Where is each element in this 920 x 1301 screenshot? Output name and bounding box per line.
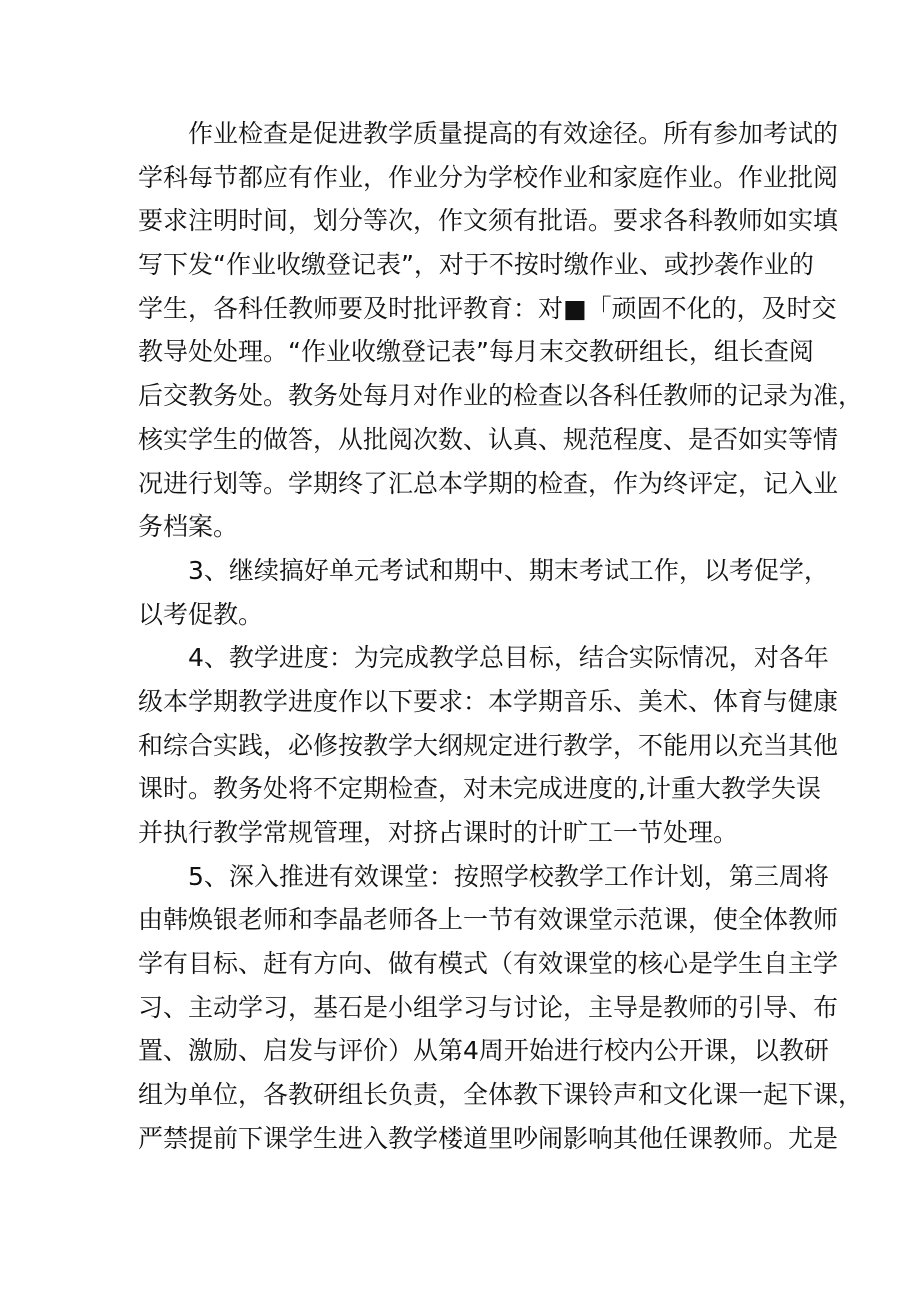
text-line: 写下发“作业收缴登记表”，对于不按时缴作业、或抄袭作业的: [138, 250, 814, 280]
text-line: 5、深入推进有效课堂：按照学校教学工作计划，第三周将: [188, 861, 829, 891]
text-line: 教导处处理。“作业收缴登记表”每月末交教研组长，组长查阅: [138, 337, 814, 367]
text-line: 要求注明时间，划分等次，作文须有批语。要求各科教师如实填: [138, 206, 839, 236]
text-line: 学有目标、赶有方向、做有模式（有效课堂的核心是学生自主学: [138, 949, 839, 979]
paragraph-item-5: [138, 855, 864, 1161]
text-line: 4、教学进度：为完成教学总目标，结合实际情况，对各年: [188, 643, 829, 673]
text-line: 3、继续搞好单元考试和期中、期末考试工作，以考促学，: [188, 555, 829, 585]
document-body: [138, 112, 864, 1161]
text-line: 由韩焕银老师和李晶老师各上一节有效课堂示范课，使全体教师: [138, 905, 839, 935]
text-line: 严禁提前下课学生进入教学楼道里吵闹影响其他任课教师。尤是: [138, 1123, 839, 1153]
text-line: 作业检查是促进教学质量提高的有效途径。所有参加考试的: [188, 119, 839, 148]
text-line: 学科每节都应有作业，作业分为学校作业和家庭作业。作业批阅: [138, 162, 839, 192]
paragraph-homework-check: [138, 112, 864, 549]
text-line: 置、激励、启发与评价）从第4周开始进行校内公开课，以教研: [138, 1036, 829, 1066]
text-line: 后交教务处。教务处每月对作业的检查以各科任教师的记录为准，: [138, 381, 864, 411]
text-line: 课时。教务处将不定期检查，对未完成进度的,计重大教学失误: [138, 774, 821, 804]
text-line: 学生，各科任教师要及时批评教育：对■「顽固不化的，及时交: [138, 293, 837, 323]
text-line: 以考促教。: [138, 599, 264, 629]
text-line: 并执行教学常规管理，对挤占课时的计旷工一节处理。: [138, 818, 739, 847]
text-line: 核实学生的做答，从批阅次数、认真、规范程度、是否如实等情: [138, 424, 839, 454]
text-line: 习、主动学习，基石是小组学习与讨论，主导是教师的引导、布: [138, 992, 839, 1022]
text-line: 级本学期教学进度作以下要求：本学期音乐、美术、体育与健康: [138, 686, 839, 716]
text-line: 和综合实践，必修按教学大纲规定进行教学，不能用以充当其他: [138, 730, 839, 760]
text-line: 况进行划等。学期终了汇总本学期的检查，作为终评定，记入业: [138, 468, 839, 498]
text-line: 组为单位，各教研组长负责，全体教下课铃声和文化课一起下课，: [138, 1080, 864, 1110]
paragraph-item-3: [138, 549, 829, 636]
text-line: 务档案。: [138, 512, 239, 542]
paragraph-item-4: [138, 636, 839, 854]
